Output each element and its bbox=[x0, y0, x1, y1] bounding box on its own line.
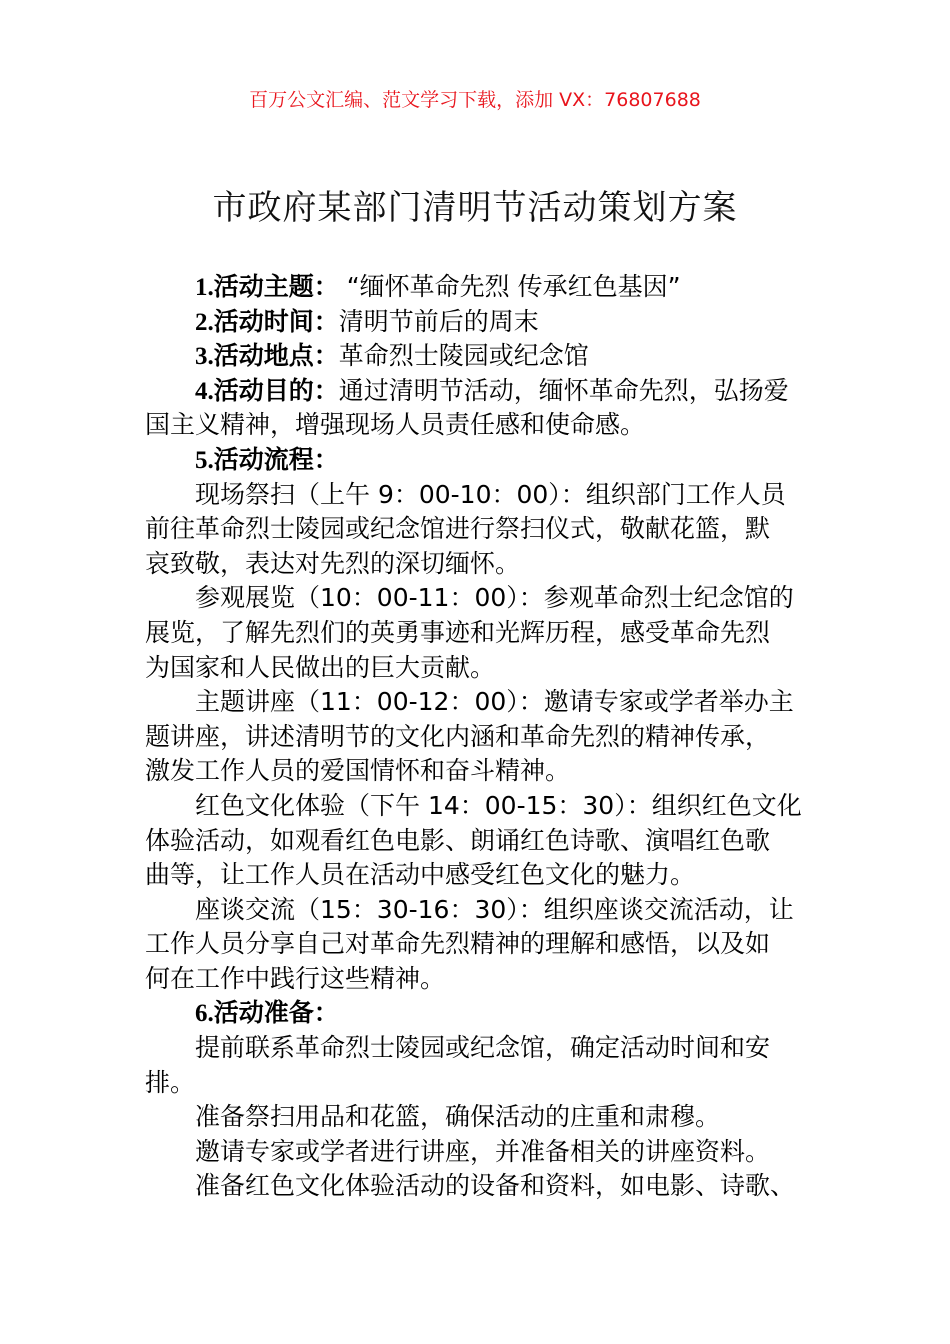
document-title: 市政府某部门清明节活动策划方案 bbox=[212, 188, 738, 228]
flow-step-lecture bbox=[145, 685, 815, 789]
item-purpose-continued: 国主义精神，增强现场人员责任感和使命感。 bbox=[145, 410, 646, 440]
paragraph-line: 激发工作人员的爱国情怀和奋斗精神。 bbox=[145, 756, 571, 786]
item-time bbox=[145, 305, 815, 340]
flow-step-sweeping bbox=[145, 478, 815, 582]
item-text: “缅怀革命先烈 传承红色基因” bbox=[338, 272, 681, 301]
paragraph-line: 曲等，让工作人员在活动中感受红色文化的魅力。 bbox=[145, 860, 696, 890]
prep-supplies: 准备祭扫用品和花篮，确保活动的庄重和肃穆。 bbox=[195, 1102, 721, 1132]
flow-step-red-culture bbox=[145, 789, 815, 893]
item-label: 活动时间： bbox=[213, 306, 339, 336]
paragraph-line: 参观展览（10：00-11：00）：参观革命烈士纪念馆的 bbox=[195, 583, 794, 613]
flow-step-exhibition bbox=[145, 581, 815, 685]
paragraph-line: 排。 bbox=[145, 1067, 196, 1097]
paragraph-line: 何在工作中践行这些精神。 bbox=[145, 963, 446, 993]
paragraph-line: 前往革命烈士陵园或纪念馆进行祭扫仪式，敬献花篮，默 bbox=[145, 514, 771, 544]
paragraph-line: 体验活动，如观看红色电影、朗诵红色诗歌、演唱红色歌 bbox=[145, 825, 771, 855]
paragraph-line: 红色文化体验（下午 14：00-15：30）：组织红色文化 bbox=[195, 790, 802, 820]
prep-equipment: 准备红色文化体验活动的设备和资料，如电影、诗歌、 bbox=[195, 1171, 796, 1201]
item-label: 活动地点： bbox=[213, 341, 339, 371]
paragraph-line: 主题讲座（11：00-12：00）：邀请专家或学者举办主 bbox=[195, 687, 794, 717]
item-number: 6. bbox=[195, 1000, 214, 1028]
item-label: 活动流程： bbox=[213, 444, 339, 474]
item-location bbox=[145, 339, 815, 374]
item-number: 3. bbox=[195, 343, 214, 371]
item-label: 活动准备： bbox=[213, 998, 339, 1028]
item-label: 活动主题： bbox=[213, 272, 339, 301]
item-flow-heading bbox=[145, 443, 815, 478]
paragraph-line: 为国家和人民做出的巨大贡献。 bbox=[145, 652, 496, 682]
download-watermark-note: 百万公文汇编、范文学习下载，添加 VX：76807688 bbox=[249, 89, 701, 111]
paragraph-line: 哀致敬，表达对先烈的深切缅怀。 bbox=[145, 548, 521, 578]
item-theme bbox=[145, 270, 815, 305]
item-preparation-heading bbox=[145, 996, 815, 1031]
flow-step-discussion bbox=[145, 893, 815, 997]
paragraph-line: 现场祭扫（上午 9：00-10：00）：组织部门工作人员 bbox=[195, 479, 786, 509]
item-purpose bbox=[145, 374, 815, 409]
paragraph-line: 座谈交流（15：30-16：30）：组织座谈交流活动，让 bbox=[195, 894, 794, 924]
prep-lecture: 邀请专家或学者进行讲座，并准备相关的讲座资料。 bbox=[195, 1136, 771, 1166]
paragraph-line: 提前联系革命烈士陵园或纪念馆，确定活动时间和安 bbox=[195, 1033, 771, 1063]
item-number: 4. bbox=[195, 377, 214, 405]
document-body bbox=[145, 270, 815, 1204]
paragraph-line: 工作人员分享自己对革命先烈精神的理解和感悟，以及如 bbox=[145, 929, 771, 959]
item-text: 清明节前后的周末 bbox=[338, 306, 539, 336]
item-number: 5. bbox=[195, 446, 214, 474]
item-number: 2. bbox=[195, 308, 214, 336]
paragraph-line: 题讲座，讲述清明节的文化内涵和革命先烈的精神传承， bbox=[145, 721, 771, 751]
item-label: 活动目的： bbox=[213, 375, 339, 405]
item-text: 通过清明节活动，缅怀革命先烈，弘扬爱 bbox=[338, 375, 789, 405]
item-text: 革命烈士陵园或纪念馆 bbox=[338, 341, 589, 371]
prep-contact bbox=[145, 1031, 815, 1100]
item-number: 1. bbox=[195, 274, 214, 301]
paragraph-line: 展览，了解先烈们的英勇事迹和光辉历程，感受革命先烈 bbox=[145, 617, 771, 647]
